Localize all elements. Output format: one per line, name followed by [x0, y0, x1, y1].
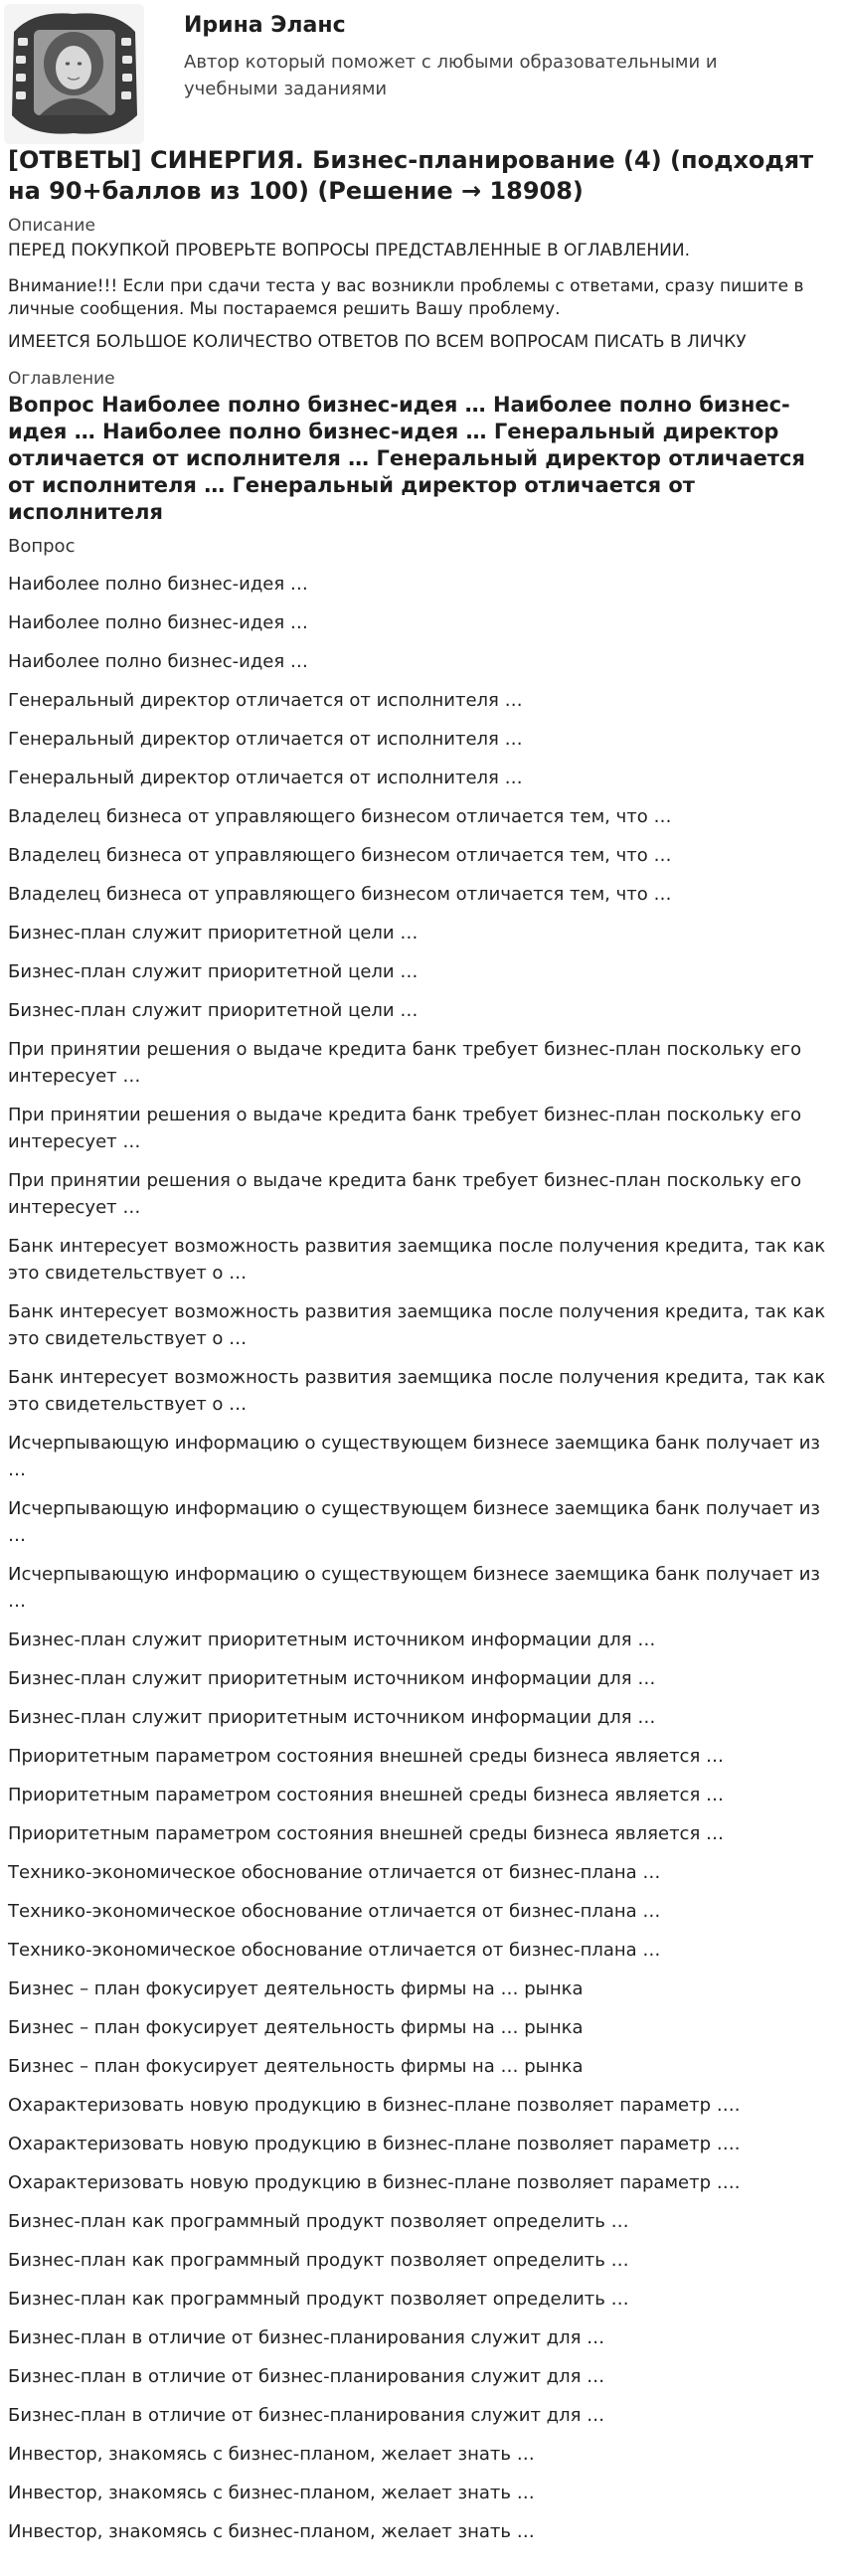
question-item: Бизнес-план служит приоритетной цели …: [8, 1000, 419, 1021]
question-item: При принятии решения о выдаче кредита банк требует бизнес-план поскольку его интересует …: [8, 1170, 802, 1218]
question-item: Наиболее полно бизнес-идея …: [8, 651, 308, 672]
page-title: [ОТВЕТЫ] СИНЕРГИЯ. Бизнес-планирование (4) (подходят на 90+баллов из 100) (Решение → 18908): [8, 146, 814, 205]
question-item: Бизнес – план фокусирует деятельность фирмы на … рынка: [8, 2017, 584, 2038]
question-item: При принятии решения о выдаче кредита банк требует бизнес-план поскольку его интересует …: [8, 1039, 802, 1087]
description-paragraph: Внимание!!! Если при сдачи теста у вас возникли проблемы с ответами, сразу пишите в личные сообщения. Мы постараемся решить Вашу проблему.: [8, 276, 804, 319]
question-item: Бизнес-план служит приоритетным источником информации для …: [8, 1668, 656, 1689]
question-item: Генеральный директор отличается от исполнителя …: [8, 729, 523, 750]
question-item: При принятии решения о выдаче кредита банк требует бизнес-план поскольку его интересует …: [8, 1105, 802, 1152]
question-item: Технико-экономическое обоснование отличается от бизнес-плана …: [8, 1901, 661, 1922]
question-item: Банк интересует возможность развития заемщика после получения кредита, так как это свидетельствует о …: [8, 1236, 826, 1284]
author-avatar[interactable]: [4, 4, 144, 144]
question-item: Владелец бизнеса от управляющего бизнесом отличается тем, что …: [8, 884, 672, 905]
question-item: Инвестор, знакомясь с бизнес-планом, желает знать …: [8, 2483, 535, 2503]
toc-content: Вопрос Наиболее полно бизнес-идея … Наиболее полно бизнес-идея … Наиболее полно бизнес-идея … Генеральный директор отличается от исполнителя … Генеральный директор отличается от исполнителя … Генеральный директор отличается от исполнителя: [8, 393, 805, 524]
main-content: [8, 145, 833, 2557]
question-item: Владелец бизнеса от управляющего бизнесом отличается тем, что …: [8, 806, 672, 827]
question-item: Приоритетным параметром состояния внешней среды бизнеса является …: [8, 1823, 724, 1844]
question-item: Наиболее полно бизнес-идея …: [8, 612, 308, 633]
question-item: Приоритетным параметром состояния внешней среды бизнеса является …: [8, 1746, 724, 1767]
avatar-image: [4, 4, 144, 144]
question-item: Бизнес-план в отличие от бизнес-планирования служит для …: [8, 2327, 605, 2348]
question-item: Бизнес-план служит приоритетной цели …: [8, 923, 419, 944]
questions-list: [8, 571, 833, 2545]
questions-label: Вопрос: [8, 536, 76, 557]
question-item: Бизнес-план в отличие от бизнес-планирования служит для …: [8, 2366, 605, 2387]
question-item: Бизнес-план в отличие от бизнес-планирования служит для …: [8, 2405, 605, 2426]
question-item: Охарактеризовать новую продукцию в бизнес-плане позволяет параметр ….: [8, 2134, 741, 2154]
question-item: Бизнес-план как программный продукт позволяет определить …: [8, 2211, 629, 2232]
question-item: Инвестор, знакомясь с бизнес-планом, желает знать …: [8, 2521, 535, 2542]
question-item: Бизнес – план фокусирует деятельность фирмы на … рынка: [8, 2056, 584, 2077]
question-item: Приоритетным параметром состояния внешней среды бизнеса является …: [8, 1785, 724, 1805]
question-item: Исчерпывающую информацию о существующем бизнесе заемщика банк получает из …: [8, 1564, 820, 1612]
question-item: Технико-экономическое обоснование отличается от бизнес-плана …: [8, 1940, 661, 1961]
toc-label: Оглавление: [8, 369, 115, 389]
question-item: Бизнес – план фокусирует деятельность фирмы на … рынка: [8, 1978, 584, 1999]
author-name[interactable]: Ирина Эланс: [184, 13, 346, 38]
question-item: Банк интересует возможность развития заемщика после получения кредита, так как это свидетельствует о …: [8, 1301, 826, 1349]
question-item: Бизнес-план служит приоритетной цели …: [8, 961, 419, 982]
question-item: Охарактеризовать новую продукцию в бизнес-плане позволяет параметр ….: [8, 2095, 741, 2116]
description-label: Описание: [8, 216, 95, 236]
author-description: Автор который поможет с любыми образовательными и учебными заданиями: [184, 52, 718, 99]
question-item: Охарактеризовать новую продукцию в бизнес-плане позволяет параметр ….: [8, 2172, 741, 2193]
author-card: [0, 0, 842, 139]
question-item: Бизнес-план как программный продукт позволяет определить …: [8, 2250, 629, 2271]
description-paragraph: ПЕРЕД ПОКУПКОЙ ПРОВЕРЬТЕ ВОПРОСЫ ПРЕДСТАВЛЕННЫЕ В ОГЛАВЛЕНИИ.: [8, 241, 691, 260]
question-item: Бизнес-план служит приоритетным источником информации для …: [8, 1630, 656, 1650]
question-item: Банк интересует возможность развития заемщика после получения кредита, так как это свидетельствует о …: [8, 1367, 826, 1415]
question-item: Бизнес-план как программный продукт позволяет определить …: [8, 2289, 629, 2310]
question-item: Бизнес-план служит приоритетным источником информации для …: [8, 1707, 656, 1728]
question-item: Исчерпывающую информацию о существующем бизнесе заемщика банк получает из …: [8, 1498, 820, 1546]
question-item: Генеральный директор отличается от исполнителя …: [8, 690, 523, 711]
question-item: Инвестор, знакомясь с бизнес-планом, желает знать …: [8, 2444, 535, 2465]
question-item: Генеральный директор отличается от исполнителя …: [8, 768, 523, 788]
question-item: Владелец бизнеса от управляющего бизнесом отличается тем, что …: [8, 845, 672, 866]
question-item: Наиболее полно бизнес-идея …: [8, 574, 308, 595]
question-item: Исчерпывающую информацию о существующем бизнесе заемщика банк получает из …: [8, 1433, 820, 1480]
question-item: Технико-экономическое обоснование отличается от бизнес-плана …: [8, 1862, 661, 1883]
description-paragraph: ИМЕЕТСЯ БОЛЬШОЕ КОЛИЧЕСТВО ОТВЕТОВ ПО ВСЕМ ВОПРОСАМ ПИСАТЬ В ЛИЧКУ: [8, 332, 747, 352]
